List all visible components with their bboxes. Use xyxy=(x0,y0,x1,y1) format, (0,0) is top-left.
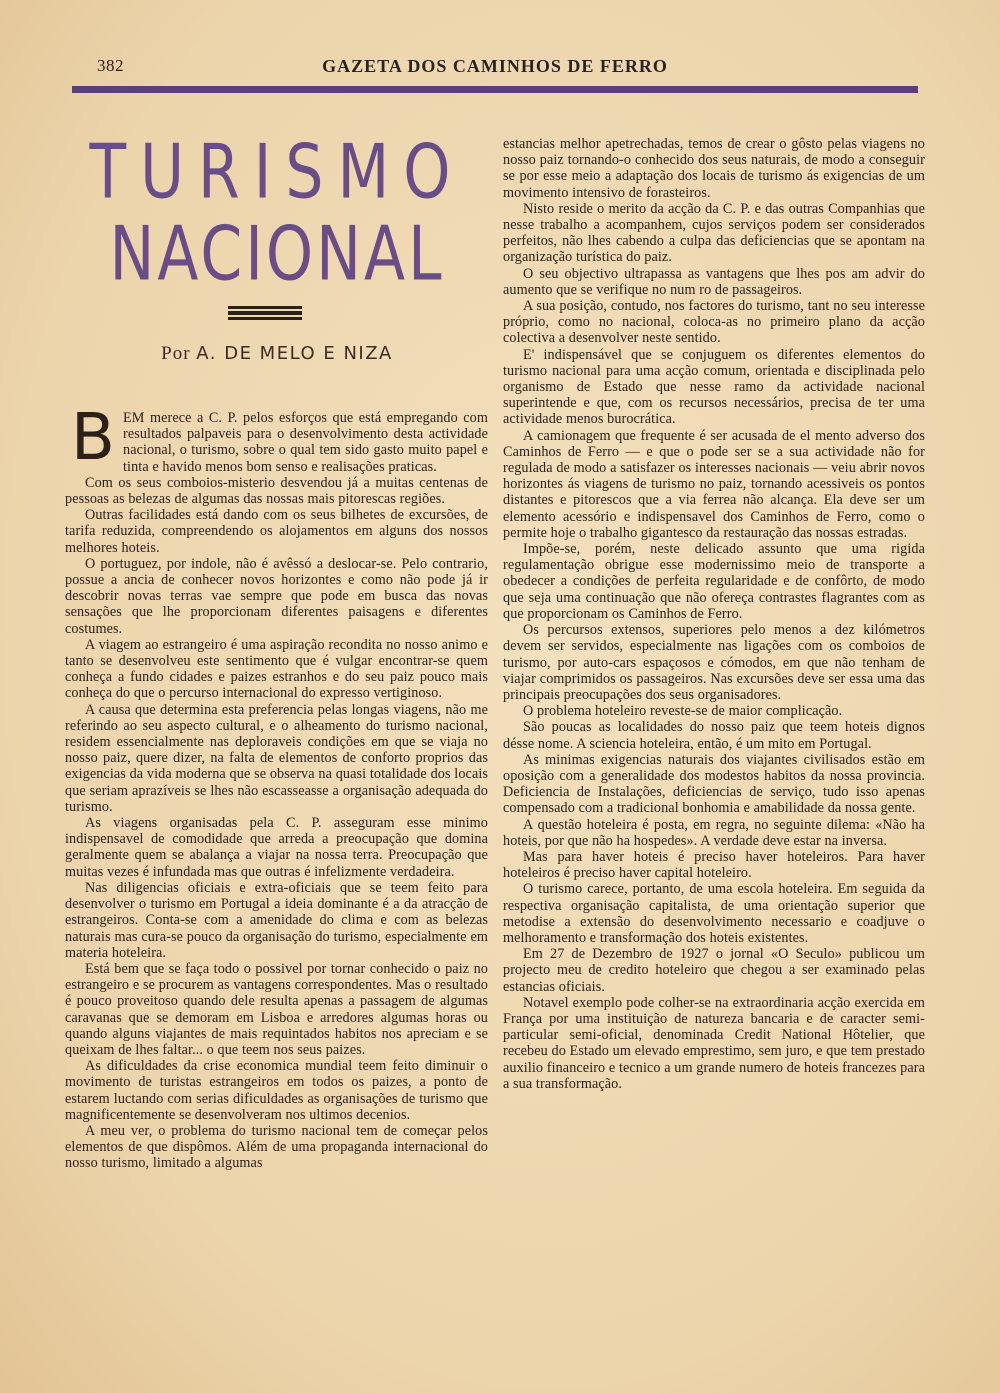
paragraph: O problema hoteleiro reveste-se de maior complicação. xyxy=(523,703,843,720)
paragraph: As viagens organisadas pela C. P. asseguram esse minimo indispensavel de comodidade que arreda a preocupação que domina geralmente quem se abalança a viajar na nossa terra. Preocupação que muitas vezes é infundada mas que outras é infelizmente verdadeira. xyxy=(65,815,488,880)
paragraph: A questão hoteleira é posta, em regra, no seguinte dilema: «Não ha hoteis, por que não ha hospedes». A verdade deve estar na inversa. xyxy=(503,816,925,849)
paragraph: O turismo carece, portanto, de uma escola hoteleira. Em seguida da respectiva organisação capitalista, de uma orientação superior que metodise a extensão do desenvolvimento necessario e coadjuve o melhoramento e transformação dos hoteis existentes. xyxy=(503,881,925,946)
paragraph: Está bem que se faça todo o possivel por tornar conhecido o paiz no estrangeiro e se procurem as vantagens correspondentes. Mas o resultado é pouco proveitoso quando dele resulta apenas a passagem de algumas caravanas que se demoram em Lisboa e arredores algumas horas ou quando alguns viajantes de mais requintados habitos nos apreciam e se queixam de lhes faltar... o que teem nos seus paizes. xyxy=(65,960,488,1058)
page-header xyxy=(75,56,915,82)
paragraph: Os percursos extensos, superiores pelo menos a dez kilómetros devem ser servidos, especialmente nas ligações com os comboios de turismo, por auto-cars espaçosos e cómodos, em que não tenham de viajar comprimidos os passageiros. Nas excursões deve ser essa uma das principais preocupações dos seus organisadores. xyxy=(503,622,925,703)
title-line-2: NACIONAL xyxy=(109,210,445,299)
paragraph: Notavel exemplo pode colher-se na extraordinaria acção exercida em França por uma instituição de natureza bancaria e de caracter semi-particular semi-oficial, denominada Credit National Hôtelier, que recebeu do Estado um elevado emprestimo, sem juro, e que tem prestado auxilio financeiro e tecnico a um grande numero de hoteis francezes para a sua transformação. xyxy=(503,994,925,1092)
paragraph xyxy=(65,401,488,475)
paragraph: Nas diligencias oficiais e extra-oficiais que se teem feito para desenvolver o turismo em Portugal a ideia dominante é a da atracção de estrangeiros. Conta-se com a amenidade do clima e com as belezas naturais mas cura-se pouco da organisação do turismo, especialmente em materia hoteleira. xyxy=(65,879,488,961)
byline xyxy=(72,343,482,365)
byline-author: A. DE MELO E NIZA xyxy=(196,343,393,364)
paragraph: O seu objectivo ultrapassa as vantagens que lhes pos am advir do aumento que se verifique no num ro de passageiros. xyxy=(503,265,925,298)
paragraph: A viagem ao estrangeiro é uma aspiração recondita no nosso animo e tanto se desenvolveu este sentimento que é vulgar encontrar-se quem conheça a fundo cidades e paizes estranhos e do seu paiz pouco mais conheça do que o percurso internacional do expresso vertiginoso. xyxy=(65,636,488,702)
left-column xyxy=(65,401,488,1172)
paragraph: As dificuldades da crise economica mundial teem feito diminuir o movimento de turistas estrangeiros em todos os paizes, a ponto de estarem luctando com serias dificuldades as organisações de turismo que magnificentemente se desenvolveram nos ultimos decenios. xyxy=(65,1058,488,1123)
paragraph: Outras facilidades está dando com os seus bilhetes de excursões, de tarifa reduzida, compreendendo os alojamentos em alguns dos nossos melhores hoteis. xyxy=(65,507,488,556)
paragraph: A meu ver, o problema do turismo nacional tem de começar pelos elementos de que dispômos. Além de uma propaganda internacional do nosso turismo, limitado a algumas xyxy=(65,1122,488,1172)
paragraph: Com os seus comboios-misterio desvendou já a muitas centenas de pessoas as belezas de algumas das nossas mais pitorescas regiões. xyxy=(65,474,488,508)
title-ornament-rule xyxy=(228,306,302,320)
paragraph: São poucas as localidades do nosso paiz que teem hoteis dignos désse nome. A sciencia hoteleira, então, é um mito em Portugal. xyxy=(503,719,925,752)
paragraph: A sua posição, contudo, nos factores do turismo, tant no seu interesse próprio, como no nacional, coloca-as no primeiro plano da acção colectiva a desenvolver neste sentido. xyxy=(503,298,925,347)
paragraph: As minimas exigencias naturais dos viajantes civilisados estão em oposição com a generalidade dos modestos habitos da nossa provincia. Deficiencia de Instalações, deficiencias de serviço, tudo isso apenas compensado com a tradicional bonhomia e amabilidade da nossa gente. xyxy=(503,751,925,817)
header-rule xyxy=(72,86,918,93)
page-number: 382 xyxy=(97,56,124,75)
byline-prefix: Por xyxy=(161,343,191,364)
paragraph: estancias melhor apetrechadas, temos de crear o gôsto pelas viagens no nosso paiz tornando-o conhecido dos seus naturais, de modo a conseguir se por esse meio a adaptação dos locais de turismo ás exigencias de um movimento intensivo de forasteiros. xyxy=(503,136,925,201)
paragraph: Em 27 de Dezembro de 1927 o jornal «O Seculo» publicou um projecto meu de credito hoteleiro que chegou a ser examinado pelas estancias oficiais. xyxy=(503,946,925,995)
paragraph: E' indispensável que se conjuguem os diferentes elementos do turismo nacional para uma acção comum, orientada e disciplinada pelo organismo de Estado que nesse ramo da actividade nacional superintende e que, com os recursos necessários, precisa de ter uma actividade menos burocrática. xyxy=(503,346,925,428)
paragraph: A camionagem que frequente é ser acusada de el mento adverso dos Caminhos de Ferro — e que o pode ser se a sua actividade não for regulada de modo a satisfazer os interesses nacionais — veiu abrir novos horizontes ás viagens de turismo no paiz, tornando acessiveis os pontos distantes e pitorescos que a via ferrea não alcança. Ela deve ser um elemento acessório e indispensavel dos Caminhos de Ferro, como o permite hoje o trabalho gigantesco da restauração das nossas estradas. xyxy=(503,427,925,541)
right-column xyxy=(503,136,925,1092)
paragraph: Impõe-se, porém, neste delicado assunto que uma rigida regulamentação obrigue esse modernissimo meio de transporte a obedecer a condições de perfeita regularidade e de confôrto, de modo que seja uma continuação que não ofereça contrastes flagrantes com as que proporcionam os Caminhos de Ferro. xyxy=(503,541,925,622)
title-line-1: TURISMO xyxy=(89,128,465,217)
article-title xyxy=(72,128,482,299)
paragraph: O portuguez, por indole, não é avêssó a deslocar-se. Pelo contrario, possue a ancia de conhecer novos horizontes e como não pode já ir descobrir novas terras vae sempre que pode em busca das novas sensações que lhe proporcionam diferentes paisagens e diferentes costumes. xyxy=(65,555,488,637)
drop-cap: B xyxy=(71,401,116,475)
journal-title: GAZETA DOS CAMINHOS DE FERRO xyxy=(322,56,668,76)
paragraph: Nisto reside o merito da acção da C. P. e das outras Companhias que nesse trabalho a acompanhem, cujos serviços podem ser considerados perfeitos, não lhes cabendo a culpa das deficiencias que se apontam na organização turística do paiz. xyxy=(503,200,925,266)
paragraph: Mas para haver hoteis é preciso haver hoteleiros. Para haver hoteleiros é preciso haver capital hoteleiro. xyxy=(503,848,925,882)
paragraph: A causa que determina esta preferencia pelas longas viagens, não me referindo ao seu aspecto cultural, e o alheamento do turismo nacional, residem essencialmente nas deploraveis condições em que se viaja no nosso paiz, quere dizer, na falta de elementos de conforto proprios das exigencias da vida moderna que se observa na quasi totalidade dos locais que seriam aprazíveis se lhes não escasseasse a organisação adequada do turismo. xyxy=(65,701,488,815)
paragraph-text: EM merece a C. P. pelos esforços que está empregando com resultados palpaveis para o desenvolvimento desta actividade nacional, o turismo, sobre o qual tem sido gasto muito papel e tinta e havido menos bom senso e realisações praticas. xyxy=(123,410,488,475)
